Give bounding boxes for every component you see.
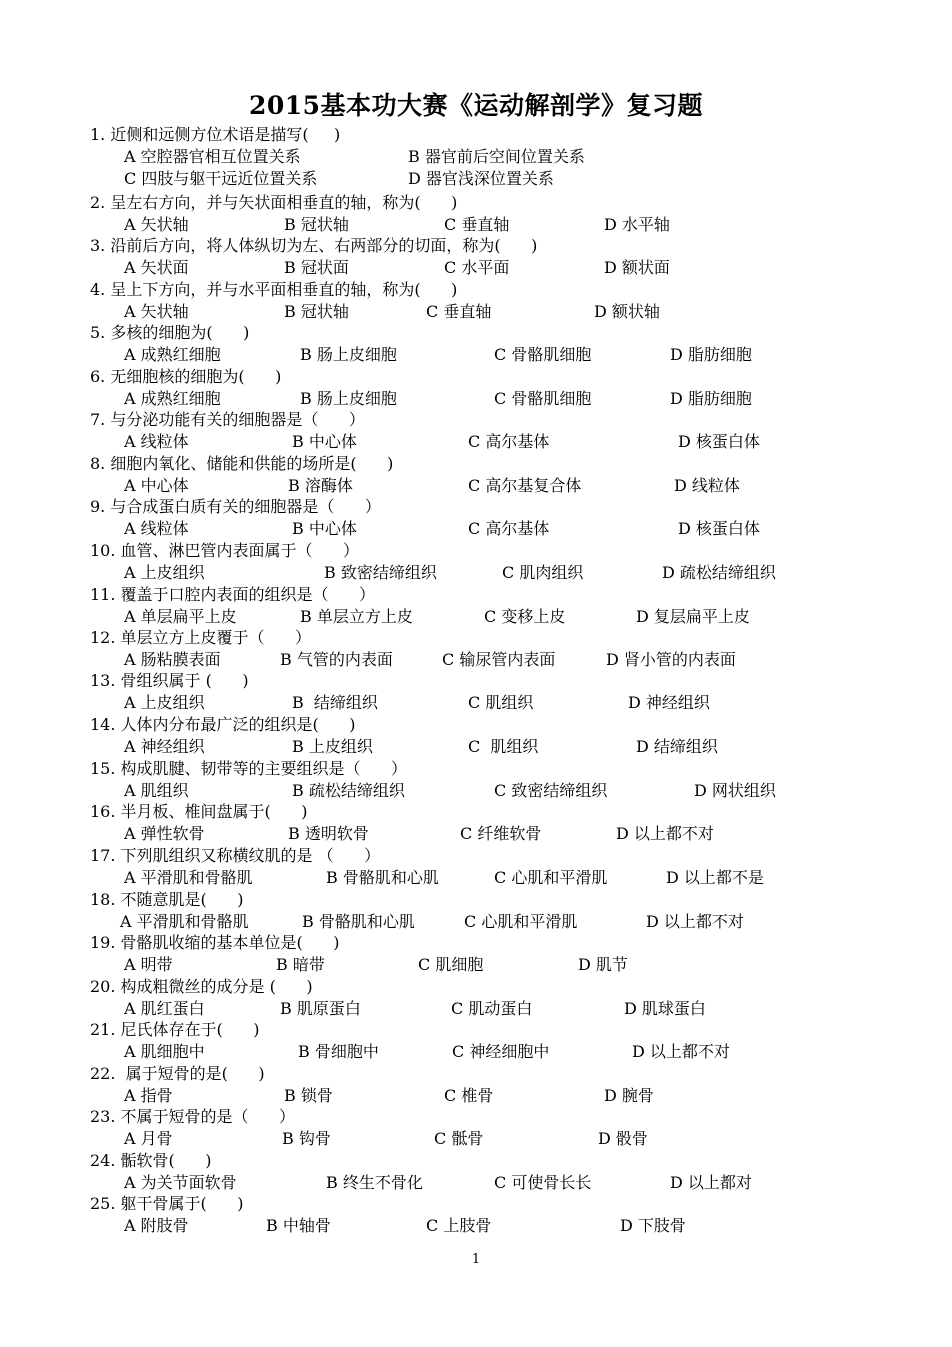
option-d: D 肾小管的内表面 — [606, 650, 736, 669]
question-text: 7. 与分泌功能有关的细胞器是（ ） — [90, 410, 365, 429]
option-d: D 额状轴 — [594, 302, 660, 321]
option-c: C 变移上皮 — [484, 607, 566, 626]
option-a: A 神经组织 — [124, 737, 205, 756]
question-text: 23. 不属于短骨的是（ ） — [90, 1107, 296, 1126]
question-text: 14. 人体内分布最广泛的组织是( ) — [90, 715, 356, 734]
option-d: D 以上都不对 — [646, 912, 744, 931]
option-d: D 以上都对 — [670, 1173, 752, 1192]
option-b: B 冠状面 — [284, 258, 349, 277]
question-text: 10. 血管、淋巴管内表面属于（ ） — [90, 541, 360, 560]
option-c: C 骨骼肌细胞 — [494, 389, 592, 408]
option-c: C 纤维软骨 — [460, 824, 542, 843]
option-a: A 矢状面 — [124, 258, 189, 277]
document-title: 2015基本功大赛《运动解剖学》复习题 — [248, 91, 704, 120]
option-d: D 肌球蛋白 — [624, 999, 706, 1018]
option-a: A 单层扁平上皮 — [124, 607, 237, 626]
question-text: 21. 尼氏体存在于( ) — [90, 1020, 260, 1039]
option-a: A 弹性软骨 — [124, 824, 205, 843]
option-a: A 矢状轴 — [124, 302, 189, 321]
question-text: 25. 躯干骨属于( ) — [90, 1194, 244, 1213]
option-a: A 肠粘膜表面 — [124, 650, 221, 669]
option-b: B 终生不骨化 — [326, 1173, 423, 1192]
option-a: A 肌组织 — [124, 781, 189, 800]
option-c: C 致密结缔组织 — [494, 781, 608, 800]
option-d: D 核蛋白体 — [678, 519, 760, 538]
option-b: B 冠状轴 — [284, 302, 349, 321]
option-a: A 平滑肌和骨骼肌 — [120, 912, 249, 931]
option-a: A 中心体 — [124, 476, 189, 495]
option-b: B 肠上皮细胞 — [300, 345, 397, 364]
option-d: D 核蛋白体 — [678, 432, 760, 451]
question-text: 5. 多核的细胞为( ) — [90, 323, 250, 342]
option-c: C 神经细胞中 — [452, 1042, 550, 1061]
question-text: 12. 单层立方上皮覆于（ ） — [90, 628, 312, 647]
option-b: B 锁骨 — [284, 1086, 333, 1105]
option-a: A 指骨 — [124, 1086, 173, 1105]
option-d: D 线粒体 — [674, 476, 740, 495]
option-c: C 肌组织 — [468, 737, 539, 756]
option-a: A 矢状轴 — [124, 215, 189, 234]
question-text: 4. 呈上下方向，并与水平面相垂直的轴，称为( ) — [90, 280, 458, 299]
option-c: C 可使骨长长 — [494, 1173, 592, 1192]
option-a: A 平滑肌和骨骼肌 — [124, 868, 253, 887]
option-a: A 成熟红细胞 — [124, 389, 221, 408]
option-b: B 疏松结缔组织 — [292, 781, 405, 800]
option-a: A 明带 — [124, 955, 173, 974]
page-number: 1 — [471, 1252, 481, 1267]
option-c: C 高尔基体 — [468, 432, 550, 451]
option-c: C 骶骨 — [434, 1129, 484, 1148]
question-text: 9. 与合成蛋白质有关的细胞器是（ ） — [90, 497, 381, 516]
option-c: C 骨骼肌细胞 — [494, 345, 592, 364]
option-b: B 气管的内表面 — [280, 650, 393, 669]
option-b: B 透明软骨 — [288, 824, 369, 843]
option-d: D 复层扁平上皮 — [636, 607, 750, 626]
question-text: 20. 构成粗微丝的成分是 ( ) — [90, 977, 313, 996]
option-b: B 中心体 — [292, 519, 357, 538]
option-a: A 线粒体 — [124, 519, 189, 538]
question-text: 24. 骺软骨( ) — [90, 1151, 212, 1170]
option-a: A 上皮组织 — [124, 563, 205, 582]
option-a: A 附肢骨 — [124, 1216, 189, 1235]
option-d: D 以上都不对 — [632, 1042, 730, 1061]
option-c: C 高尔基体 — [468, 519, 550, 538]
option-c: C 上肢骨 — [426, 1216, 492, 1235]
option-b: B 溶酶体 — [288, 476, 353, 495]
option-d: D 下肢骨 — [620, 1216, 686, 1235]
option-b: B 肌原蛋白 — [280, 999, 361, 1018]
option-b: B 骨骼肌和心肌 — [302, 912, 415, 931]
question-text: 22. 属于短骨的是( ) — [90, 1064, 265, 1083]
option-b: B 肠上皮细胞 — [300, 389, 397, 408]
question-text: 18. 不随意肌是( ) — [90, 890, 244, 909]
option-b: B 骨细胞中 — [298, 1042, 379, 1061]
option-d: D 疏松结缔组织 — [662, 563, 776, 582]
option-c: C 肌肉组织 — [502, 563, 584, 582]
question-text: 8. 细胞内氧化、储能和供能的场所是( ) — [90, 454, 394, 473]
option-d: D 肌节 — [578, 955, 628, 974]
option-a: A 肌细胞中 — [124, 1042, 205, 1061]
option-b: B 中心体 — [292, 432, 357, 451]
option-d: D 器官浅深位置关系 — [408, 169, 554, 188]
option-c: C 肌组织 — [468, 693, 534, 712]
option-c: C 四肢与躯干远近位置关系 — [124, 169, 318, 188]
question-text: 15. 构成肌腱、韧带等的主要组织是（ ） — [90, 759, 408, 778]
option-d: D 以上都不是 — [666, 868, 764, 887]
question-text: 2. 呈左右方向，并与矢状面相垂直的轴，称为( ) — [90, 193, 458, 212]
option-a: A 上皮组织 — [124, 693, 205, 712]
option-b: B 骨骼肌和心肌 — [326, 868, 439, 887]
option-d: D 脂肪细胞 — [670, 389, 752, 408]
option-a: A 成熟红细胞 — [124, 345, 221, 364]
option-b: B 钩骨 — [282, 1129, 331, 1148]
question-text: 6. 无细胞核的细胞为( ) — [90, 367, 282, 386]
option-b: B 中轴骨 — [266, 1216, 331, 1235]
question-text: 1. 近侧和远侧方位术语是描写( ) — [90, 125, 341, 144]
option-c: C 高尔基复合体 — [468, 476, 582, 495]
option-d: D 腕骨 — [604, 1086, 654, 1105]
option-c: C 椎骨 — [444, 1086, 494, 1105]
option-d: D 网状组织 — [694, 781, 776, 800]
option-d: D 额状面 — [604, 258, 670, 277]
question-text: 3. 沿前后方向，将人体纵切为左、右两部分的切面，称为( ) — [90, 236, 538, 255]
option-a: A 月骨 — [124, 1129, 173, 1148]
option-b: B 致密结缔组织 — [324, 563, 437, 582]
option-b: B 上皮组织 — [292, 737, 373, 756]
option-a: A 为关节面软骨 — [124, 1173, 237, 1192]
option-d: D 神经组织 — [628, 693, 710, 712]
question-text: 11. 覆盖于口腔内表面的组织是（ ） — [90, 585, 376, 604]
option-d: D 结缔组织 — [636, 737, 718, 756]
question-text: 16. 半月板、椎间盘属于( ) — [90, 802, 308, 821]
option-a: A 肌红蛋白 — [124, 999, 205, 1018]
option-b: B 单层立方上皮 — [300, 607, 413, 626]
option-b: B 结缔组织 — [292, 693, 378, 712]
option-d: D 水平轴 — [604, 215, 670, 234]
option-b: B 冠状轴 — [284, 215, 349, 234]
option-c: C 心肌和平滑肌 — [464, 912, 578, 931]
option-c: C 肌细胞 — [418, 955, 484, 974]
option-a: A 线粒体 — [124, 432, 189, 451]
option-b: B 暗带 — [276, 955, 325, 974]
question-text: 17. 下列肌组织又称横纹肌的是 （ ） — [90, 846, 381, 865]
option-d: D 以上都不对 — [616, 824, 714, 843]
option-b: B 器官前后空间位置关系 — [408, 147, 585, 166]
option-d: D 脂肪细胞 — [670, 345, 752, 364]
option-d: D 骰骨 — [598, 1129, 648, 1148]
option-a: A 空腔器官相互位置关系 — [124, 147, 301, 166]
option-c: C 肌动蛋白 — [451, 999, 533, 1018]
option-c: C 垂直轴 — [426, 302, 492, 321]
option-c: C 输尿管内表面 — [442, 650, 556, 669]
option-c: C 垂直轴 — [444, 215, 510, 234]
question-text: 19. 骨骼肌收缩的基本单位是( ) — [90, 933, 340, 952]
option-c: C 心肌和平滑肌 — [494, 868, 608, 887]
question-text: 13. 骨组织属于 ( ) — [90, 671, 249, 690]
option-c: C 水平面 — [444, 258, 510, 277]
